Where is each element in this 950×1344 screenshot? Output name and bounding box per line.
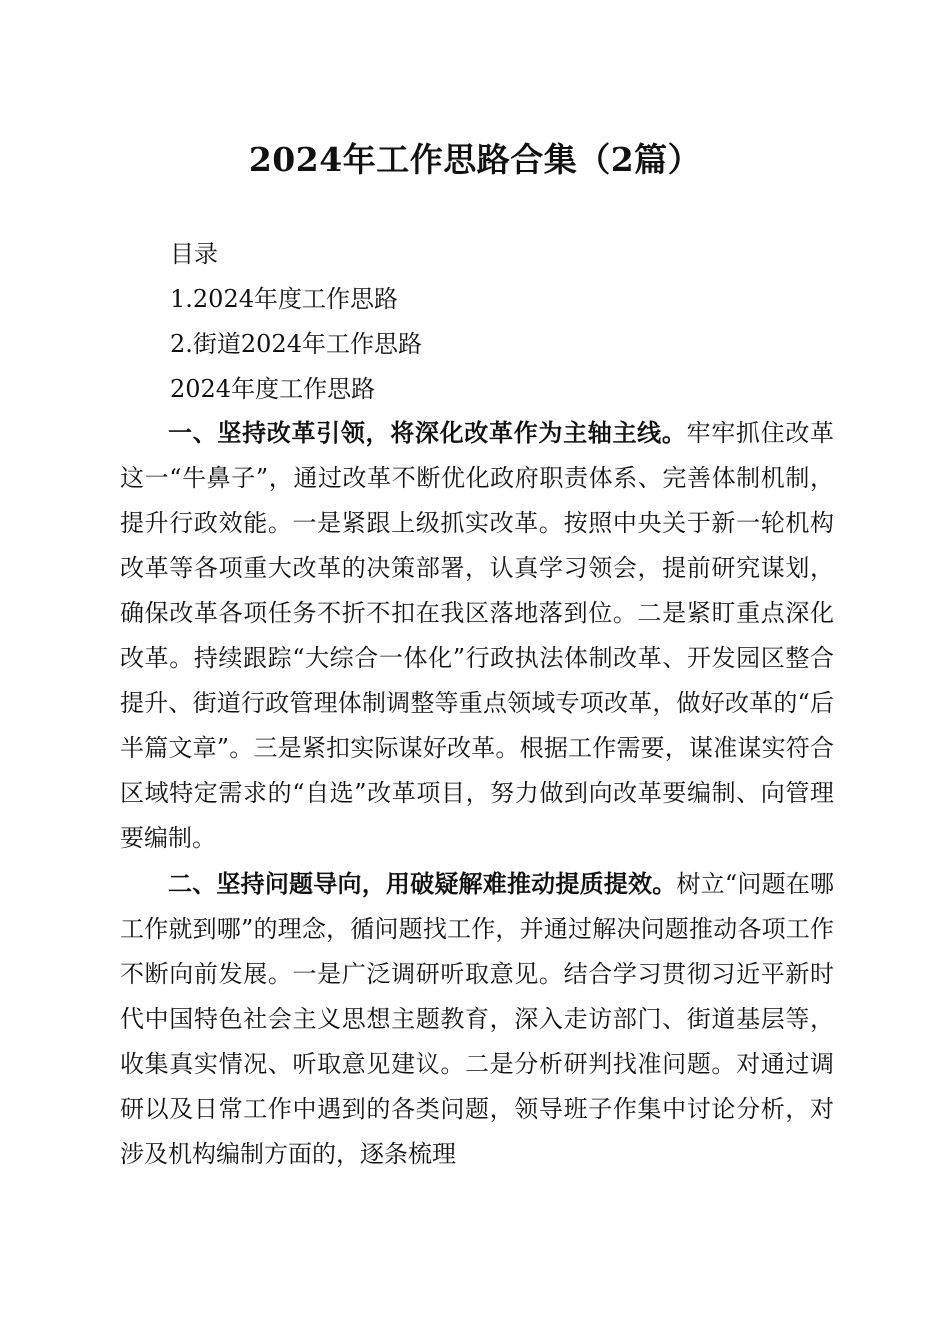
table-of-contents <box>170 232 850 412</box>
toc-heading: 目录 <box>170 240 218 268</box>
paragraph-2-text: 树立“问题在哪工作就到哪”的理念，循问题找工作，并通过解决问题推动各项工作不断向前发展。一是广泛调研听取意见。结合学习贯彻习近平新时代中国特色社会主义思想主题教育，深入走访部门、街道基层等，收集真实情况、听取意见建议。二是分析研判找准问题。对通过调研以及日常工作中遇到的各类问题，领导班子作集中讨论分析，对涉及机构编制方面的，逐条梳理 <box>120 870 834 1168</box>
section-title: 2024年度工作思路 <box>170 375 376 403</box>
paragraph-1-text: 牢牢抓住改革这一“牛鼻子”，通过改革不断优化政府职责体系、完善体制机制，提升行政效能。一是紧跟上级抓实改革。按照中央关于新一轮机构改革等各项重大改革的决策部署，认真学习领会，提前研究谋划，确保改革各项任务不折不扣在我区落地落到位。二是紧盯重点深化改革。持续跟踪“大综合一体化”行政执法体制改革、开发园区整合提升、街道行政管理体制调整等重点领域专项改革，做好改革的“后半篇文章”。三是紧扣实际谋好改革。根据工作需要，谋准谋实符合区域特定需求的“自选”改革项目，努力做到向改革要编制、向管理要编制。 <box>120 419 835 852</box>
toc-item-1: 1.2024年度工作思路 <box>170 285 398 313</box>
paragraph-1 <box>120 410 834 861</box>
document-body <box>120 410 834 1177</box>
paragraph-2 <box>120 861 834 1177</box>
paragraph-2-heading: 二、坚持问题导向，用破疑解难推动提质提效。 <box>168 869 677 898</box>
paragraph-1-heading: 一、坚持改革引领，将深化改革作为主轴主线。 <box>168 418 687 447</box>
toc-item-2: 2.街道2024年工作思路 <box>170 330 422 358</box>
document-title: 2024年工作思路合集（2篇） <box>248 140 702 179</box>
